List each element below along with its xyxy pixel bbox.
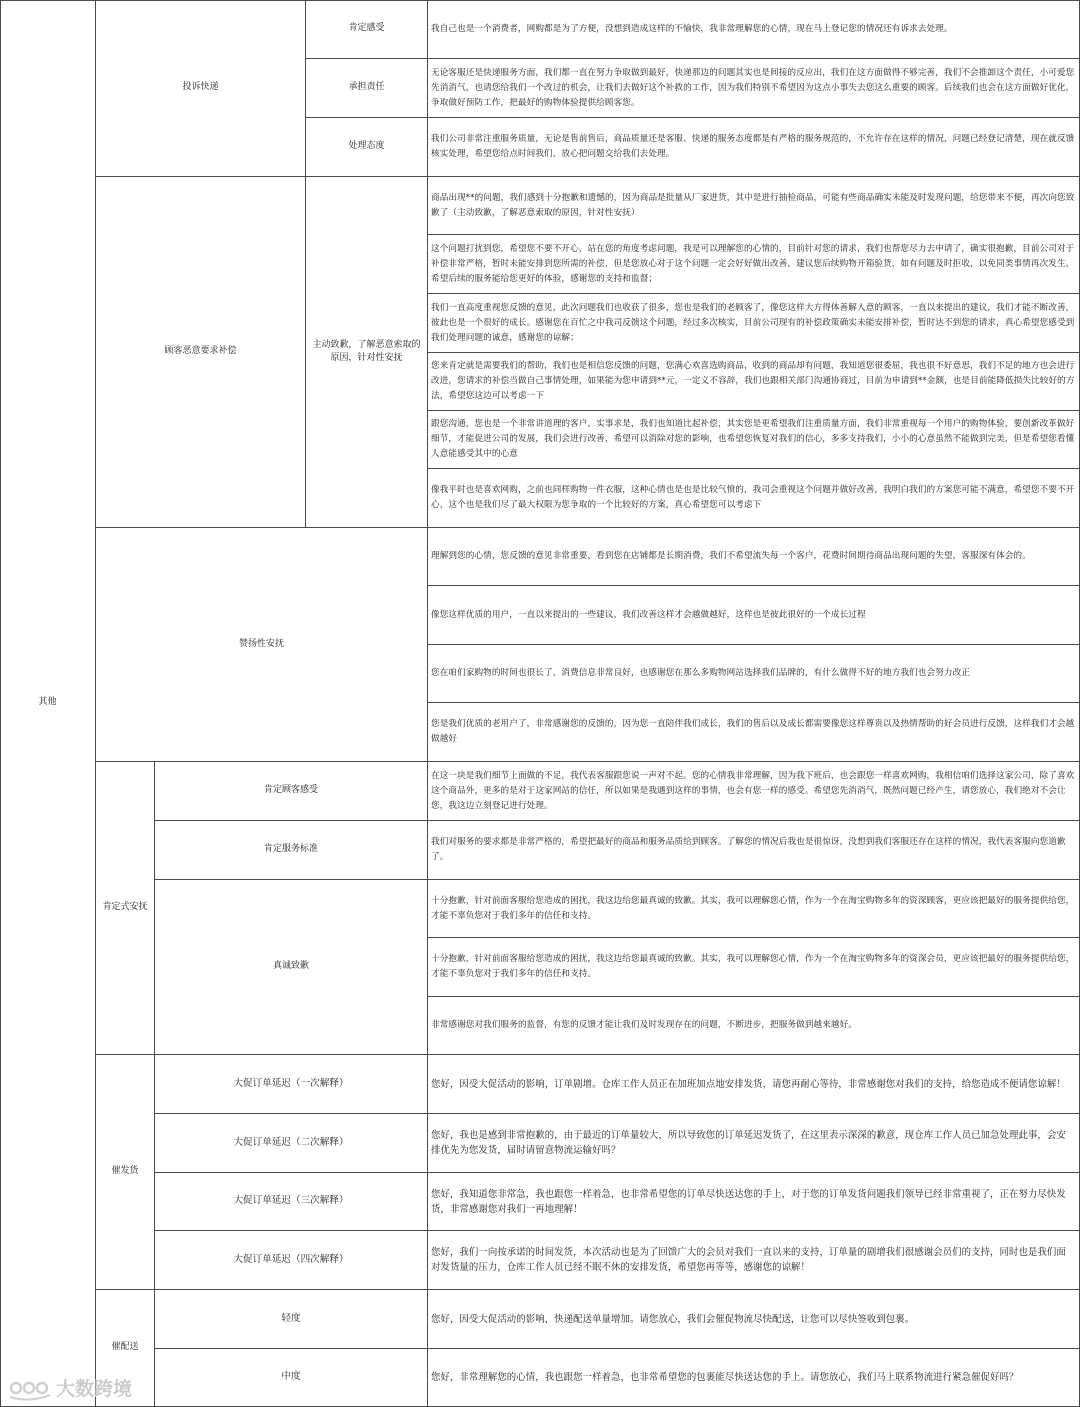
category-label-cell: 大促订单延迟（三次解释） [155, 1173, 428, 1231]
reply-text-cell: 我们公司非常注重服务质量，无论是售前售后，商品质量还是客服、快递的服务态度都是有严格的服务规范的，不允许存在这样的情况，问题已经登记清楚，现在就反馈核实处理，希望您给点时间我们，放心把问题交给我们去处理。 [428, 118, 1080, 177]
reply-text-cell: 您好，因受大促活动的影响，订单剧增。仓库工作人员正在加班加点地安排发货，请您再耐心等待，非常感谢您对我们的支持，给您造成不便请您谅解！ [428, 1055, 1080, 1114]
reply-text-cell: 无论客服还是快递服务方面，我们都一直在努力争取做到最好，快递那边的问题其实也是间接的反应出，我们在这方面做得不够完善，我们不会推卸这个责任，小可爱您先消消气，也请您给我们一个改过的机会，让我们去做好这个补救的工作，因为我们特别不希望因为这点小事失去您这么重要的顾客。后续我们也会在这方面做好优化，争取做好预防工作，把最好的购物体验提供给顾客您。 [428, 59, 1080, 118]
category-label-cell: 中度 [155, 1349, 428, 1407]
reply-text-cell: 您好，我知道您非常急，我也跟您一样着急，也非常希望您的订单尽快送达您的手上，对于您的订单发货问题我们领导已经非常重视了，正在努力尽快发货，非常感谢您对我们一再地理解！ [428, 1173, 1080, 1231]
category-label-cell: 赞扬性安抚 [96, 528, 428, 762]
category-label-cell: 顾客恶意要求补偿 [96, 177, 306, 528]
watermark-text: 大数跨境 [56, 1378, 133, 1400]
category-label-cell: 大促订单延迟（二次解释） [155, 1114, 428, 1173]
reply-text-cell: 我自己也是一个消费者，网购都是为了方便，没想到造成这样的不愉快，我非常理解您的心情，现在马上登记您的情况还有诉求去处理。 [428, 0, 1080, 59]
reply-text-cell: 像您这样优质的用户，一直以来提出的一些建议，我们改善这样才会越做越好，这样也是彼此很好的一个成长过程 [428, 586, 1080, 645]
reply-text-cell: 您好，我也是感到非常抱歉的，由于最近的订单量较大，所以导致您的订单延迟发货了，在这里表示深深的歉意，现仓库工作人员已加急处理此事，会安排优先为您发货，届时请留意物流运输好吗？ [428, 1114, 1080, 1173]
reply-text-cell: 理解到您的心情，您反馈的意见非常重要，看到您在店铺都是长期消费，我们不希望流失每一个客户，花费时间期待商品出现问题的失望，客服深有体会的。 [428, 528, 1080, 586]
category-label-cell: 肯定式安抚 [96, 762, 155, 1055]
category-label-cell: 轻度 [155, 1290, 428, 1349]
reply-text-cell: 您好，因受大促活动的影响，快递配送单量增加。请您放心，我们会催促物流尽快配送，让您可以尽快签收到包裹。 [428, 1290, 1080, 1349]
category-label-cell: 主动致歉，了解恶意索取的原因，针对性安抚 [306, 177, 428, 528]
reply-text-cell: 我们一直高度重视您反馈的意见，此次问题我们也收获了很多，您也是我们的老顾客了，像您这样大方得体善解人意的顾客，一直以来提出的建议，我们才能不断改善，彼此也是一个很好的成长。感谢您在百忙之中我司反馈这个问题，经过多次核实，目前公司现有的补偿政策确实未能安排补偿，暂时达不到您的请求，真心希望您感受到我们处理问题的诚意，感谢您的谅解； [428, 294, 1080, 353]
reply-text-cell: 像我平时也是喜欢网购，之前也同样购物一件衣服，这种心情也是也是比较气愤的，我司会重视这个问题并做好改善，我明白我们的方案您可能不满意，希望您不要不开心，这个也是我们尽了最大权限为您争取的一个比较好的方案，真心希望您可以考虑下 [428, 469, 1080, 528]
reply-text-cell: 十分抱歉，针对前面客服给您造成的困扰，我这边给您最真诚的致歉。其实，我可以理解您心情，作为一个在淘宝购物多年的资深会员，更应该把最好的服务提供给您，才能不辜负您对于我们多年的信任和支持。 [428, 938, 1080, 997]
category-label-cell: 催配送 [96, 1290, 155, 1407]
category-label-cell: 大促订单延迟（四次解释） [155, 1231, 428, 1290]
reply-text-cell: 在这一块是我们细节上面做的不足，我代表客服跟您说一声对不起。您的心情我非常理解，因为我下班后，也会跟您一样喜欢网购，我相信咱们选择这家公司，除了喜欢这个商品外，更多的是对于这家网站的信任，所以如果是我遇到这样的事情，也会有您一样的感受。希望您先消消气，既然问题已经产生，请您放心，我们绝对不会让您，我这边立刻登记进行处理。 [428, 762, 1080, 821]
reply-text-cell: 非常感谢您对我们服务的监督，有您的反馈才能让我们及时发现存在的问题，不断进步，把服务做到越来越好。 [428, 997, 1080, 1055]
logo-icon [8, 1375, 52, 1401]
category-label-cell: 肯定感受 [306, 0, 428, 59]
category-label-cell: 肯定顾客感受 [155, 762, 428, 821]
category-label-cell: 真诚致歉 [155, 880, 428, 1055]
category-label-cell: 处理态度 [306, 118, 428, 177]
reply-text-cell: 您是我们优质的老用户了，非常感谢您的反馈的，因为您一直陪伴我们成长，我们的售后以及成长都需要像您这样尊贵以及热情帮助的好会员进行反馈，这样我们才会越做越好 [428, 703, 1080, 762]
reply-text-cell: 我们对服务的要求都是非常严格的，希望把最好的商品和服务品质给到顾客。了解您的情况后我也是很惊讶，没想到我们客服还存在这样的情况，我代表客服向您道歉了。 [428, 821, 1080, 880]
category-label-cell: 大促订单延迟（一次解释） [155, 1055, 428, 1114]
category-label-cell: 其他 [0, 0, 96, 1407]
reply-text-cell: 您来肯定就是需要我们的帮助，我们也是相信您反馈的问题，您满心欢喜选购商品，收到的商品却有问题，我知道您很委屈，我也很不好意思，我们不足的地方也会进行改进，您请求的补偿当做自己事情处理，如果能为您申请到**元，一定义不容辞，我们也跟相关部门沟通协商过，目前为申请到**金额，也是目前能降低损失比较好的方法，希望您这边可以考虑一下 [428, 353, 1080, 411]
reply-text-cell: 跟您沟通，您也是一个非常讲道理的客户，实事求是，我们也知道比起补偿，其实您是更希望我们注重质量方面，我们非常重视每一个用户的购物体验，要创新改革做好细节，才能促进公司的发展，我们会进行改善，希望可以消除对您的影响，也希望您恢复对我们的信心，多多支持我们，小小的心意虽然不能做到完美，但是希望您看懂人意能感受其中的心意 [428, 411, 1080, 469]
category-label-cell: 催发货 [96, 1055, 155, 1290]
category-label-cell: 肯定服务标准 [155, 821, 428, 880]
reply-text-cell: 您好，我们一向按承诺的时间发货，本次活动也是为了回馈广大的会员对我们一直以来的支持，订单量的剧增我们很感谢会员们的支持，同时也是我们面对发货量的压力，仓库工作人员已经不眠不休的安排发货，希望您再等等，感谢您的谅解！ [428, 1231, 1080, 1290]
reply-text-cell: 您好，非常理解您的心情，我也跟您一样着急，也非常希望您的包裹能尽快送达您的手上。请您放心，我们马上联系物流进行紧急催促好吗？ [428, 1349, 1080, 1407]
reply-text-cell: 这个问题打扰到您，希望您不要不开心，站在您的角度考虑问题，我是可以理解您的心情的，目前针对您的请求，我们也帮您尽力去申请了，确实很抱歉，目前公司对于补偿非常严格，暂时未能安排到您所需的补偿，但是您放心对于这个问题一定会好好做出改善，建议您后续购物开箱验货，如有问题及时拒收，以免同类事情再次发生，希望后续的服务能给您更好的体验，感谢您的支持和监督； [428, 235, 1080, 294]
reply-text-cell: 十分抱歉，针对前面客服给您造成的困扰，我这边给您最真诚的致歉。其实，我可以理解您心情，作为一个在淘宝购物多年的资深顾客，更应该把最好的服务提供给您，才能不辜负您对于我们多年的信任和支持。 [428, 880, 1080, 938]
category-label-cell: 承担责任 [306, 59, 428, 118]
watermark [8, 1374, 132, 1401]
reply-text-cell: 商品出现**的问题，我们感到十分抱歉和遗憾的，因为商品是批量从厂家进货，其中是进行抽检商品，可能有些商品确实未能及时发现问题，给您带来不便，再次向您致歉了（主动致歉，了解恶意索取的原因，针对性安抚） [428, 177, 1080, 235]
reply-text-cell: 您在咱们家购物的时间也很长了，消费信息非常良好，也感谢您在那么多购物网站选择我们品牌的，有什么做得不好的地方我们也会努力改正 [428, 645, 1080, 703]
category-label-cell: 投诉快递 [96, 0, 306, 177]
